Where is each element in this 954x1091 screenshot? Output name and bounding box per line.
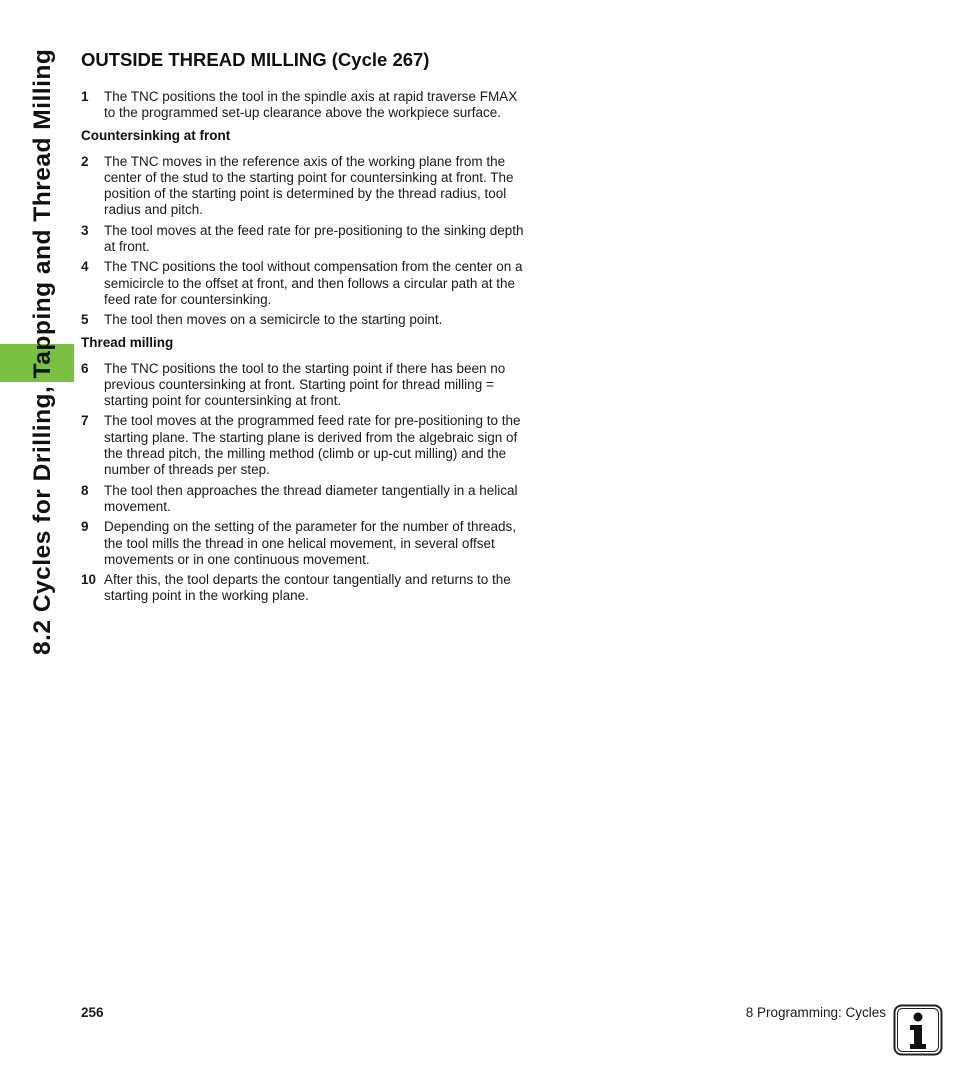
step-item [81, 519, 527, 568]
page-heading: OUTSIDE THREAD MILLING (Cycle 267) [81, 49, 430, 70]
step-text: The tool moves at the feed rate for pre-positioning to the sinking depth at front. [104, 222, 524, 255]
step-number: 7 [81, 413, 89, 429]
step-number: 2 [81, 153, 89, 169]
step-text: After this, the tool departs the contour tangentially and returns to the starting point in the working plane. [104, 572, 511, 604]
step-text: Depending on the setting of the parameter for the number of threads, the tool mills the thread in one helical movement, in several offset movements or in one continuous movement. [104, 519, 517, 567]
info-icon [893, 1004, 943, 1056]
section-title-thread-milling: Thread milling [81, 334, 174, 350]
step-number: 4 [81, 259, 89, 275]
step-item [81, 312, 527, 328]
chapter-footer-label: 8 Programming: Cycles [745, 1005, 886, 1020]
step-number: 5 [81, 312, 89, 328]
step-item [81, 413, 527, 478]
step-text: The TNC positions the tool in the spindle axis at rapid traverse FMAX to the programmed set-up clearance above the workpiece surface. [104, 89, 518, 121]
page-number: 256 [81, 1005, 104, 1020]
chapter-side-title: 8.2 Cycles for Drilling, Tapping and Thread Milling [29, 48, 56, 655]
step-number: 6 [81, 360, 89, 376]
step-text: The tool moves at the programmed feed rate for pre-positioning to the starting plane. The starting plane is derived from the algebraic sign of the thread pitch, the milling method (climb or up-cut milling) and the number of threads per step. [104, 413, 521, 478]
section-title-countersinking: Countersinking at front [81, 127, 231, 143]
step-number: 1 [81, 89, 89, 104]
step-text: The TNC positions the tool without compensation from the center on a semicircle to the offset at front, and then follows a circular path at the feed rate for countersinking. [104, 259, 523, 307]
step-text: The tool then approaches the thread diameter tangentially in a helical movement. [104, 482, 518, 514]
step-item [81, 572, 527, 605]
step-number: 3 [81, 222, 89, 238]
step-item [81, 483, 527, 516]
step-item [81, 223, 527, 256]
step-number: 10 [81, 572, 97, 588]
step-text: The TNC positions the tool to the starting point if there has been no previous countersinking at front. Starting point for thread milling = starting point for countersinking at front. [104, 360, 506, 409]
step-item [81, 89, 527, 122]
step-text: The tool then moves on a semicircle to the starting point. [104, 312, 443, 328]
step-number: 8 [81, 482, 89, 498]
step-item [81, 154, 527, 219]
step-number: 9 [81, 519, 89, 535]
step-text: The TNC moves in the reference axis of the working plane from the center of the stud to the starting point for countersinking at front. The position of the starting point is determined by the thread radius, tool radius and pitch. [104, 153, 514, 218]
step-item [81, 259, 527, 308]
main-content [81, 48, 527, 609]
step-item [81, 361, 527, 410]
